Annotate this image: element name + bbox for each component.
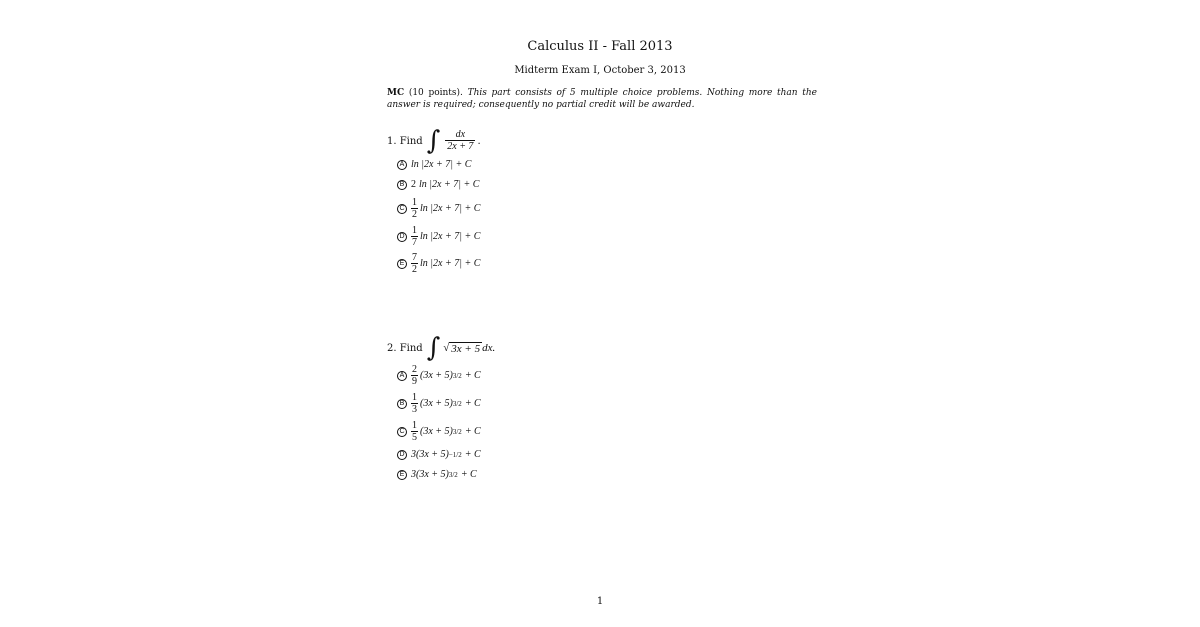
question-2-tail: dx. [482, 342, 496, 354]
exam-title: Calculus II - Fall 2013 [527, 39, 673, 54]
q2-option-a[interactable] [397, 364, 481, 387]
q1-option-d[interactable] [397, 225, 480, 248]
option-letter-icon: A [397, 160, 407, 170]
q1-option-c[interactable] [397, 197, 480, 220]
option-letter-icon: E [397, 259, 407, 269]
q1-option-e[interactable] [397, 252, 480, 275]
coef-denominator: 2 [412, 264, 417, 275]
q2-option-c[interactable] [397, 420, 481, 443]
option-exponent: 3/2 [452, 371, 462, 380]
option-base: (3x + 5) [420, 398, 453, 409]
section-points: (10 points). [408, 88, 463, 98]
option-coefficient [411, 364, 418, 387]
option-coefficient [411, 197, 418, 220]
question-1 [387, 128, 481, 154]
option-coefficient [411, 252, 418, 275]
coef-numerator: 1 [412, 420, 417, 431]
coef-denominator: 7 [412, 237, 417, 248]
question-1-integrand [445, 129, 475, 153]
q2-option-b[interactable] [397, 392, 481, 415]
coef-denominator: 5 [412, 432, 417, 443]
option-expression: ln |2x + 7| + C [411, 159, 472, 170]
section-label: MC [387, 88, 405, 98]
option-coefficient [411, 420, 418, 443]
option-expression: ln |2x + 7| + C [420, 258, 481, 269]
option-exponent: 3/2 [452, 399, 462, 408]
question-2 [387, 335, 495, 361]
coef-numerator: 1 [412, 225, 417, 236]
q1-option-b[interactable] [397, 179, 479, 190]
question-2-label: 2. Find [387, 342, 423, 354]
instructions [387, 87, 817, 111]
option-letter-icon: D [397, 450, 407, 460]
integrand-numerator: dx [455, 129, 466, 140]
option-exponent: 3/2 [448, 470, 458, 479]
option-tail: + C [464, 398, 481, 409]
option-tail: + C [464, 370, 481, 381]
radicand: 3x + 5 [451, 342, 481, 355]
option-expression: ln |2x + 7| + C [420, 231, 481, 242]
option-tail: + C [464, 426, 481, 437]
coef-numerator: 1 [412, 392, 417, 403]
option-base: 3(3x + 5) [411, 469, 449, 480]
exam-subtitle: Midterm Exam I, October 3, 2013 [514, 65, 686, 76]
coef-numerator: 7 [412, 252, 417, 263]
option-coefficient [411, 392, 418, 415]
instructions-text: This part consists of 5 multiple choice problems. Nothing more than the answer is required; consequently no partial credit will be awarded. [387, 88, 817, 110]
radical-icon: √ [443, 341, 450, 354]
integral-sign: ∫ [426, 126, 441, 156]
option-letter-icon: B [397, 399, 407, 409]
page-number: 1 [596, 596, 604, 607]
option-letter-icon: C [397, 427, 407, 437]
option-base: (3x + 5) [420, 426, 453, 437]
option-letter-icon: A [397, 371, 407, 381]
coef-denominator: 9 [412, 376, 417, 387]
option-coefficient [411, 225, 418, 248]
integral-sign: ∫ [426, 333, 441, 363]
coef-denominator: 3 [412, 404, 417, 415]
option-letter-icon: D [397, 232, 407, 242]
option-tail: + C [460, 469, 477, 480]
coef-denominator: 2 [412, 209, 417, 220]
question-1-period: . [477, 135, 481, 147]
q2-option-d[interactable] [397, 449, 481, 460]
option-exponent: −1/2 [448, 450, 462, 459]
option-letter-icon: E [397, 470, 407, 480]
option-tail: + C [464, 449, 481, 460]
option-prefix: 2 [411, 179, 416, 190]
option-letter-icon: B [397, 180, 407, 190]
question-1-label: 1. Find [387, 135, 423, 147]
integrand-denominator: 2x + 7 [447, 141, 474, 152]
q2-option-e[interactable] [397, 469, 477, 480]
q1-option-a[interactable] [397, 159, 471, 170]
option-expression: ln |2x + 7| + C [420, 203, 481, 214]
coef-numerator: 1 [412, 197, 417, 208]
option-base: 3(3x + 5) [411, 449, 449, 460]
option-expression: ln |2x + 7| + C [419, 179, 480, 190]
coef-numerator: 2 [412, 364, 417, 375]
square-root [443, 342, 482, 355]
option-letter-icon: C [397, 204, 407, 214]
option-base: (3x + 5) [420, 370, 453, 381]
option-exponent: 3/2 [452, 427, 462, 436]
